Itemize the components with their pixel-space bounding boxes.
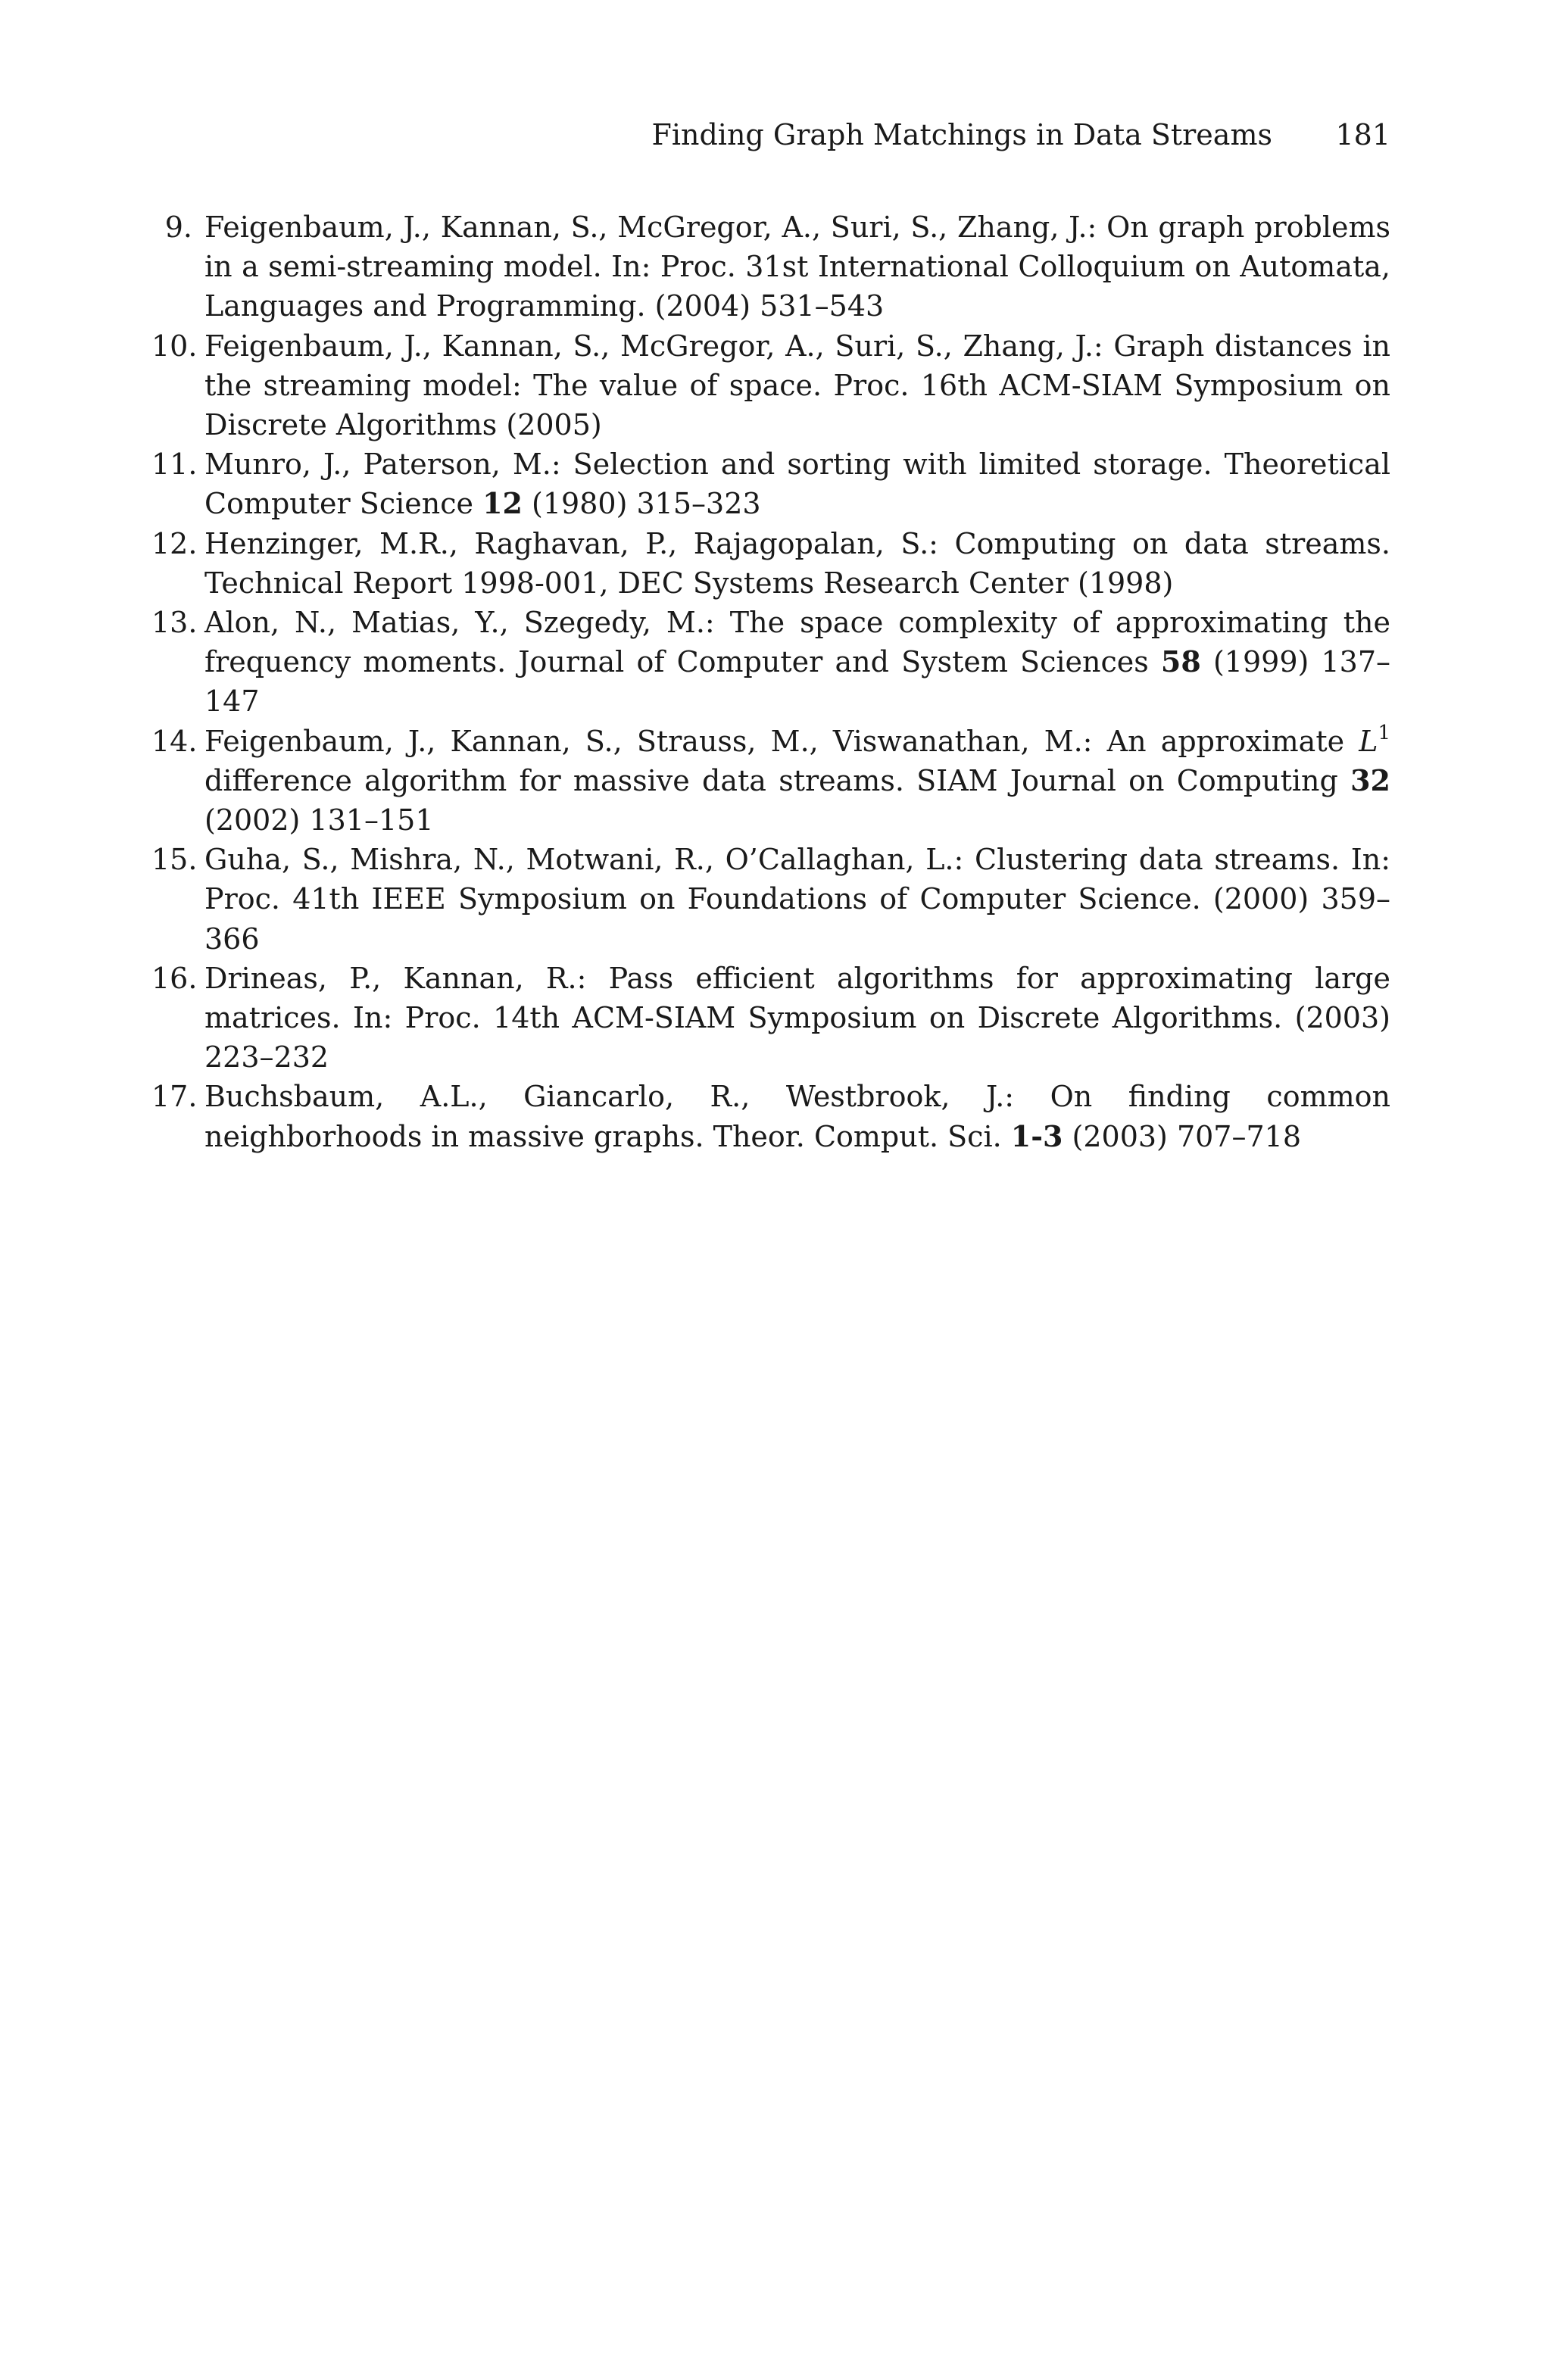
reference-list bbox=[151, 207, 1390, 1156]
reference-text: Feigenbaum, J., Kannan, S., McGregor, A., Suri, S., Zhang, J.: Graph distances in the streaming model: The value of space. Proc. 16th ACM-SIAM Symposium on Discrete Algorithms (2005) bbox=[204, 329, 1390, 442]
reference-text-part: (2002) 131–151 bbox=[204, 803, 434, 838]
reference-text: Drineas, P., Kannan, R.: Pass efficient algorithms for approximating large matrices. In: Proc. 14th ACM-SIAM Symposium on Discrete Algorithms. (2003) 223–232 bbox=[204, 961, 1390, 1075]
reference-item-13 bbox=[151, 603, 1390, 722]
reference-item-9 bbox=[151, 207, 1390, 326]
reference-number: 15. bbox=[151, 843, 198, 877]
reference-text bbox=[204, 448, 1390, 520]
reference-text-part: Buchsbaum, A.L., Giancarlo, R., Westbrook, J.: On finding common neighborhoods in massive graphs. Theor. Comput. Sci. bbox=[204, 1080, 1390, 1153]
reference-item-11 bbox=[151, 444, 1390, 523]
reference-text-part: (1999) 137–147 bbox=[204, 645, 1391, 719]
reference-text-part: Alon, N., Matias, Y., Szegedy, M.: The space complexity of approximating the frequency moments. Journal of Computer and System Sciences bbox=[204, 606, 1390, 679]
running-title: Finding Graph Matchings in Data Streams bbox=[651, 118, 1272, 151]
reference-text bbox=[204, 721, 1390, 838]
volume-number: 32 bbox=[1350, 763, 1390, 797]
reference-number: 11. bbox=[151, 448, 198, 482]
reference-number: 12. bbox=[151, 526, 198, 560]
reference-number: 16. bbox=[151, 961, 198, 995]
reference-number: 9. bbox=[164, 211, 192, 244]
reference-number: 13. bbox=[151, 606, 198, 640]
reference-number: 14. bbox=[151, 724, 198, 758]
reference-number: 17. bbox=[151, 1080, 198, 1114]
reference-item-14 bbox=[151, 722, 1390, 841]
math-symbol: L bbox=[1359, 724, 1378, 758]
reference-text: Guha, S., Mishra, N., Motwani, R., O’Callaghan, L.: Clustering data streams. In: Proc. 41th IEEE Symposium on Foundations of Computer Science. (2000) 359–366 bbox=[204, 843, 1390, 956]
reference-text: Feigenbaum, J., Kannan, S., McGregor, A., Suri, S., Zhang, J.: On graph problems in a semi-streaming model. In: Proc. 31st International Colloquium on Automata, Languages and Programming. (2004) 531–543 bbox=[204, 211, 1390, 323]
reference-text bbox=[204, 606, 1390, 718]
reference-text-part: (1980) 315–323 bbox=[522, 487, 761, 521]
reference-item-16 bbox=[151, 959, 1390, 1078]
page-number: 181 bbox=[1335, 118, 1390, 151]
reference-item-15 bbox=[151, 840, 1390, 959]
volume-number: 58 bbox=[1160, 644, 1201, 679]
running-head bbox=[203, 114, 1390, 156]
reference-item-17 bbox=[151, 1077, 1390, 1156]
reference-text-part: Feigenbaum, J., Kannan, S., Strauss, M., Viswanathan, M.: An approximate bbox=[204, 724, 1359, 758]
reference-text: Henzinger, M.R., Raghavan, P., Rajagopalan, S.: Computing on data streams. Technical Report 1998-001, DEC Systems Research Center (1998) bbox=[204, 526, 1390, 600]
math-superscript: 1 bbox=[1378, 721, 1390, 744]
volume-number: 12 bbox=[482, 486, 523, 521]
reference-text-part: Munro, J., Paterson, M.: Selection and sorting with limited storage. Theoretical Computer Science bbox=[204, 448, 1390, 521]
reference-text bbox=[204, 1080, 1390, 1153]
volume-number: 1-3 bbox=[1010, 1118, 1063, 1153]
reference-text-part: difference algorithm for massive data streams. SIAM Journal on Computing bbox=[204, 763, 1351, 797]
reference-number: 10. bbox=[151, 329, 198, 363]
reference-item-12 bbox=[151, 524, 1390, 603]
reference-item-10 bbox=[151, 326, 1390, 445]
reference-text-part: (2003) 707–718 bbox=[1063, 1119, 1302, 1153]
